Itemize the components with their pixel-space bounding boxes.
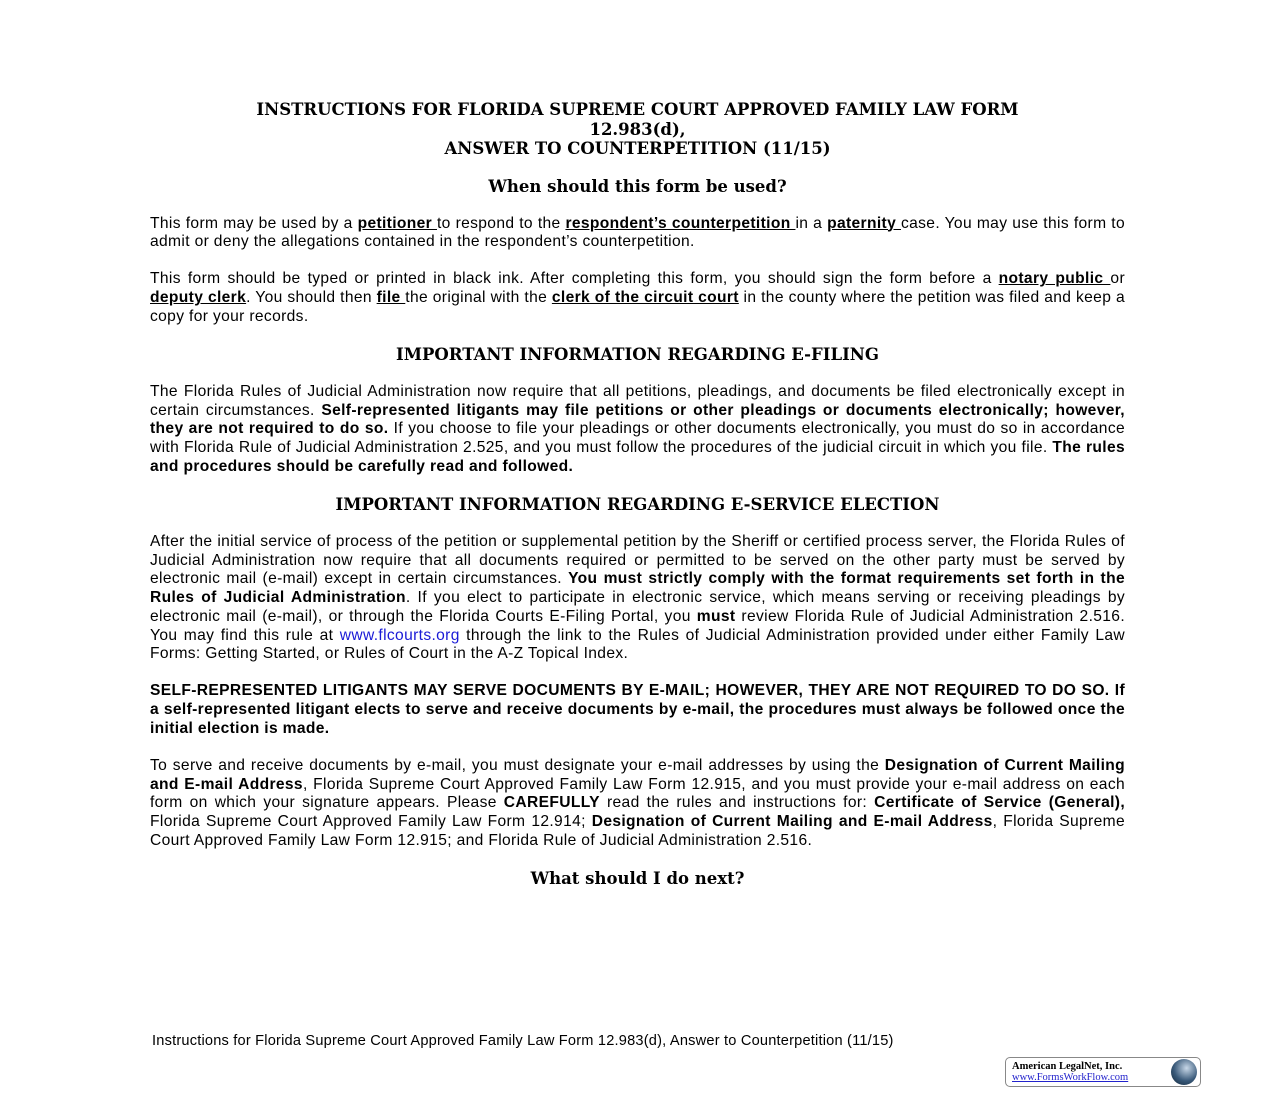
page-footer: Instructions for Florida Supreme Court Approved Family Law Form 12.983(d), Answer to Counterpetition (11/15)	[152, 1033, 894, 1049]
title-line: 12.983(d),	[589, 119, 686, 139]
text-run: . You should then	[246, 289, 377, 307]
glossary-term: petitioner	[357, 214, 437, 232]
paragraph	[150, 383, 1125, 477]
bold-text: You must strictly comply with the format requirements set forth in the Rules of Judicial Administration	[150, 570, 1125, 607]
text-run: To serve and receive documents by e-mail, you must designate your e-mail addresses by using the	[150, 757, 885, 775]
globe-icon	[1171, 1059, 1197, 1085]
website-link[interactable]: www.flcourts.org	[339, 626, 460, 644]
bold-text: Designation of Current Mailing and E-mail Address	[591, 813, 993, 831]
title-line: ANSWER TO COUNTERPETITION (11/15)	[444, 139, 831, 158]
text-run: through the link to the Rules of Judicial Administration provided under either Family Law Forms: Getting Started, or Rules of Court in the A-Z Topical Index.	[150, 626, 1125, 663]
glossary-term: paternity	[827, 214, 901, 232]
document-title	[150, 100, 1125, 159]
bold-text: CAREFULLY	[503, 794, 600, 812]
title-line: INSTRUCTIONS FOR FLORIDA SUPREME COURT APPROVED FAMILY LAW FORM	[256, 100, 1019, 119]
paragraph	[150, 757, 1125, 851]
logo-url-link[interactable]: www.FormsWorkFlow.com	[1012, 1072, 1129, 1083]
text-run: in the county where the petition was filed and keep a copy for your records.	[150, 289, 1125, 325]
section-heading: When should this form be used?	[488, 176, 787, 196]
section-heading: IMPORTANT INFORMATION REGARDING E-SERVICE ELECTION	[335, 495, 940, 515]
text-run: This form may be used by a	[150, 214, 358, 232]
bold-text: must	[696, 607, 736, 625]
bold-text: The rules and procedures should be carefully read and followed.	[150, 439, 1126, 475]
logo-company-name: American LegalNet, Inc.	[1012, 1061, 1123, 1072]
text-run: to respond to the	[436, 214, 566, 232]
glossary-term: deputy clerk	[150, 289, 247, 307]
text-run: in a	[795, 214, 828, 232]
paragraph	[150, 215, 1125, 252]
bold-text: Designation of Current Mailing and E-mail Address	[150, 757, 1125, 793]
bold-text: Certificate of Service (General),	[874, 794, 1126, 812]
glossary-term: clerk of the circuit court	[551, 289, 739, 307]
glossary-term: notary public	[998, 270, 1111, 288]
glossary-term: respondent’s counterpetition	[565, 214, 796, 232]
text-run: read the rules and instructions for:	[599, 794, 875, 812]
text-run: If you choose to file your pleadings or other documents electronically, you must do so in accordance with Florida Rule of Judicial Administration 2.525, and you must follow the procedures of the judicial circuit in which you file.	[150, 420, 1125, 457]
text-run: case. You may use this form to admit or deny the allegations contained in the respondent’s counterpetition.	[150, 214, 1126, 251]
text-run: , Florida Supreme Court Approved Family Law Form 12.915, and you must provide your e-mail address on each form on which your signature appears. Please	[150, 775, 1125, 812]
document-page	[150, 100, 1125, 907]
text-run: the original with the	[405, 289, 552, 307]
section-heading: IMPORTANT INFORMATION REGARDING E-FILING	[396, 345, 879, 365]
paragraph	[150, 270, 1125, 326]
text-run: Florida Supreme Court Approved Family Law Form 12.914;	[150, 813, 592, 831]
text-run: After the initial service of process of the petition or supplemental petition by the Sheriff or certified process server, the Florida Rules of Judicial Administration now require that all documents required or permitted to be served on the other party must be served by electronic mail (e-mail) except in certain circumstances.	[150, 533, 1125, 588]
bold-text: SELF-REPRESENTED LITIGANTS MAY SERVE DOCUMENTS BY E-MAIL; HOWEVER, THEY ARE NOT REQUIRED TO DO SO. If a self-represented litigant elects to serve and receive documents by e-mail, the procedures must always be followed once the initial election is made.	[150, 682, 1125, 737]
text-run: review Florida Rule of Judicial Administration 2.516. You may find this rule at	[150, 607, 1126, 644]
section-heading: What should I do next?	[530, 869, 745, 889]
text-run: or	[1110, 270, 1125, 288]
glossary-term: file	[376, 289, 406, 307]
document-body	[150, 177, 1125, 889]
text-run: . If you elect to participate in electronic service, which means serving or receiving pleadings by electronic mail (e-mail), or through the Florida Courts E-Filing Portal, you	[150, 589, 1126, 625]
text-run: The Florida Rules of Judicial Administration now require that all petitions, pleadings, and documents be filed electronically except in certain circumstances.	[150, 383, 1125, 419]
text-run: This form should be typed or printed in black ink. After completing this form, you should sign the form before a	[150, 270, 999, 288]
paragraph	[150, 533, 1125, 664]
paragraph	[150, 682, 1125, 738]
american-legalnet-logo[interactable]	[1005, 1057, 1201, 1087]
text-run: , Florida Supreme Court Approved Family Law Form 12.915; and Florida Rule of Judicial Administration 2.516.	[150, 813, 1125, 849]
bold-text: Self-represented litigants may file petitions or other pleadings or documents electronically; however, they are not required to do so.	[150, 401, 1125, 438]
